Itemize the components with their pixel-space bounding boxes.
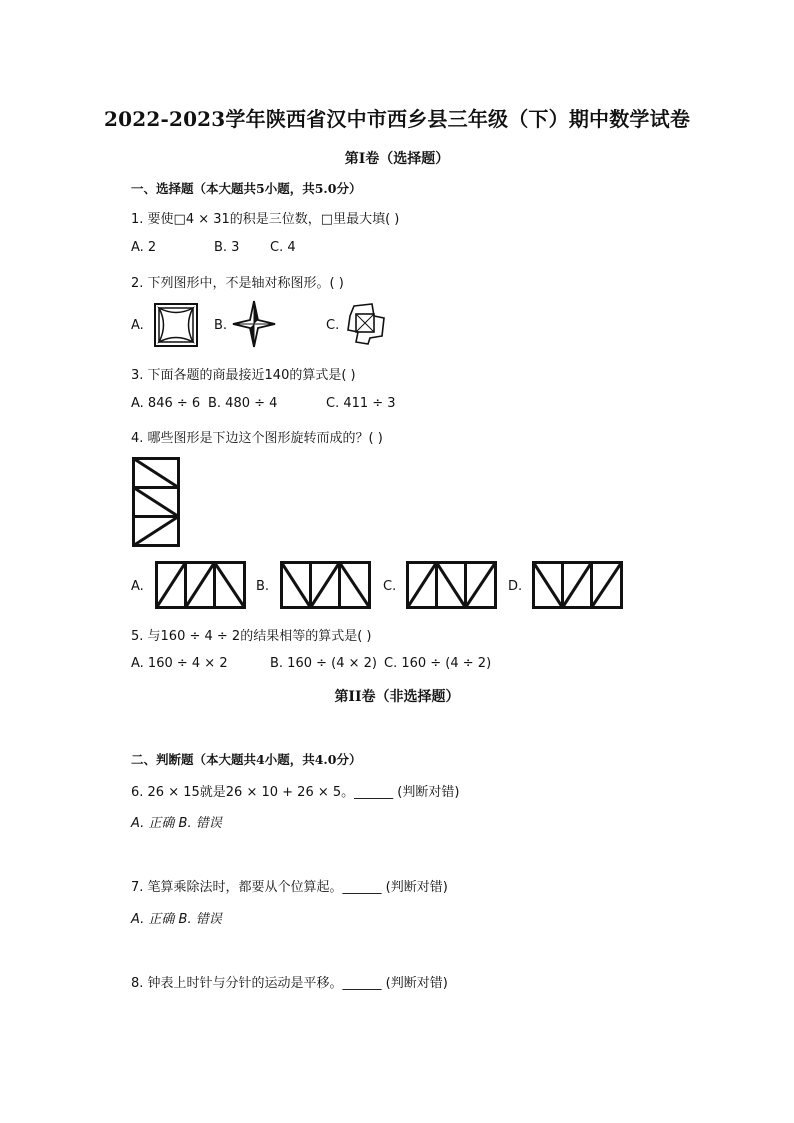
q2-option-b: B. <box>214 318 228 333</box>
q3-option-b: B. 480 ÷ 4 <box>208 396 278 411</box>
q4-figure-d-icon <box>532 561 623 609</box>
part2-title: 第II卷（非选择题） <box>334 689 460 705</box>
q4-figure-c-icon <box>406 561 497 609</box>
question-2: 2. 下列图形中，不是轴对称图形。( ) <box>131 276 344 291</box>
q7-options: A. 正确 B. 错误 <box>131 912 222 927</box>
question-7: 7. 笔算乘除法时，都要从个位算起。______ (判断对错) <box>131 880 448 895</box>
question-8: 8. 钟表上时针与分针的运动是平移。______ (判断对错) <box>131 976 448 991</box>
question-5: 5. 与160 ÷ 4 ÷ 2的结果相等的算式是( ) <box>131 629 372 644</box>
q4-option-d: D. <box>508 579 523 594</box>
q4-original-figure-icon <box>132 457 180 547</box>
q2-figure-c-icon <box>344 302 386 346</box>
q2-figure-a-icon <box>154 303 198 347</box>
question-6: 6. 26 × 15就是26 × 10 + 26 × 5。______ (判断对错) <box>131 785 460 800</box>
q4-figure-a-icon <box>155 561 246 609</box>
q3-option-a: A. 846 ÷ 6 <box>131 396 201 411</box>
q4-option-c: C. <box>383 579 397 594</box>
q3-option-c: C. 411 ÷ 3 <box>326 396 396 411</box>
exam-title: 2022-2023学年陕西省汉中市西乡县三年级（下）期中数学试卷 <box>103 107 691 131</box>
section1-heading: 一、选择题（本大题共5小题，共5.0分） <box>131 181 362 196</box>
question-4: 4. 哪些图形是下边这个图形旋转而成的？( ) <box>131 431 383 446</box>
q1-option-c: C. 4 <box>270 240 296 255</box>
q1-option-a: A. 2 <box>131 240 157 255</box>
question-3: 3. 下面各题的商最接近140的算式是( ) <box>131 368 356 383</box>
q1-option-b: B. 3 <box>214 240 240 255</box>
q5-option-b: B. 160 ÷ (4 × 2) <box>270 656 377 671</box>
section2-heading: 二、判断题（本大题共4小题，共4.0分） <box>131 752 362 767</box>
part1-title: 第I卷（选择题） <box>344 151 450 167</box>
q5-option-a: A. 160 ÷ 4 × 2 <box>131 656 228 671</box>
q2-option-a: A. <box>131 318 144 333</box>
q5-option-c: C. 160 ÷ (4 ÷ 2) <box>384 656 492 671</box>
q6-options: A. 正确 B. 错误 <box>131 816 222 831</box>
q2-figure-b-icon <box>232 300 276 348</box>
q4-option-b: B. <box>256 579 270 594</box>
q4-option-a: A. <box>131 579 144 594</box>
q4-figure-b-icon <box>280 561 371 609</box>
q2-option-c: C. <box>326 318 340 333</box>
question-1: 1. 要使□4 × 31的积是三位数，□里最大填( ) <box>131 212 400 227</box>
